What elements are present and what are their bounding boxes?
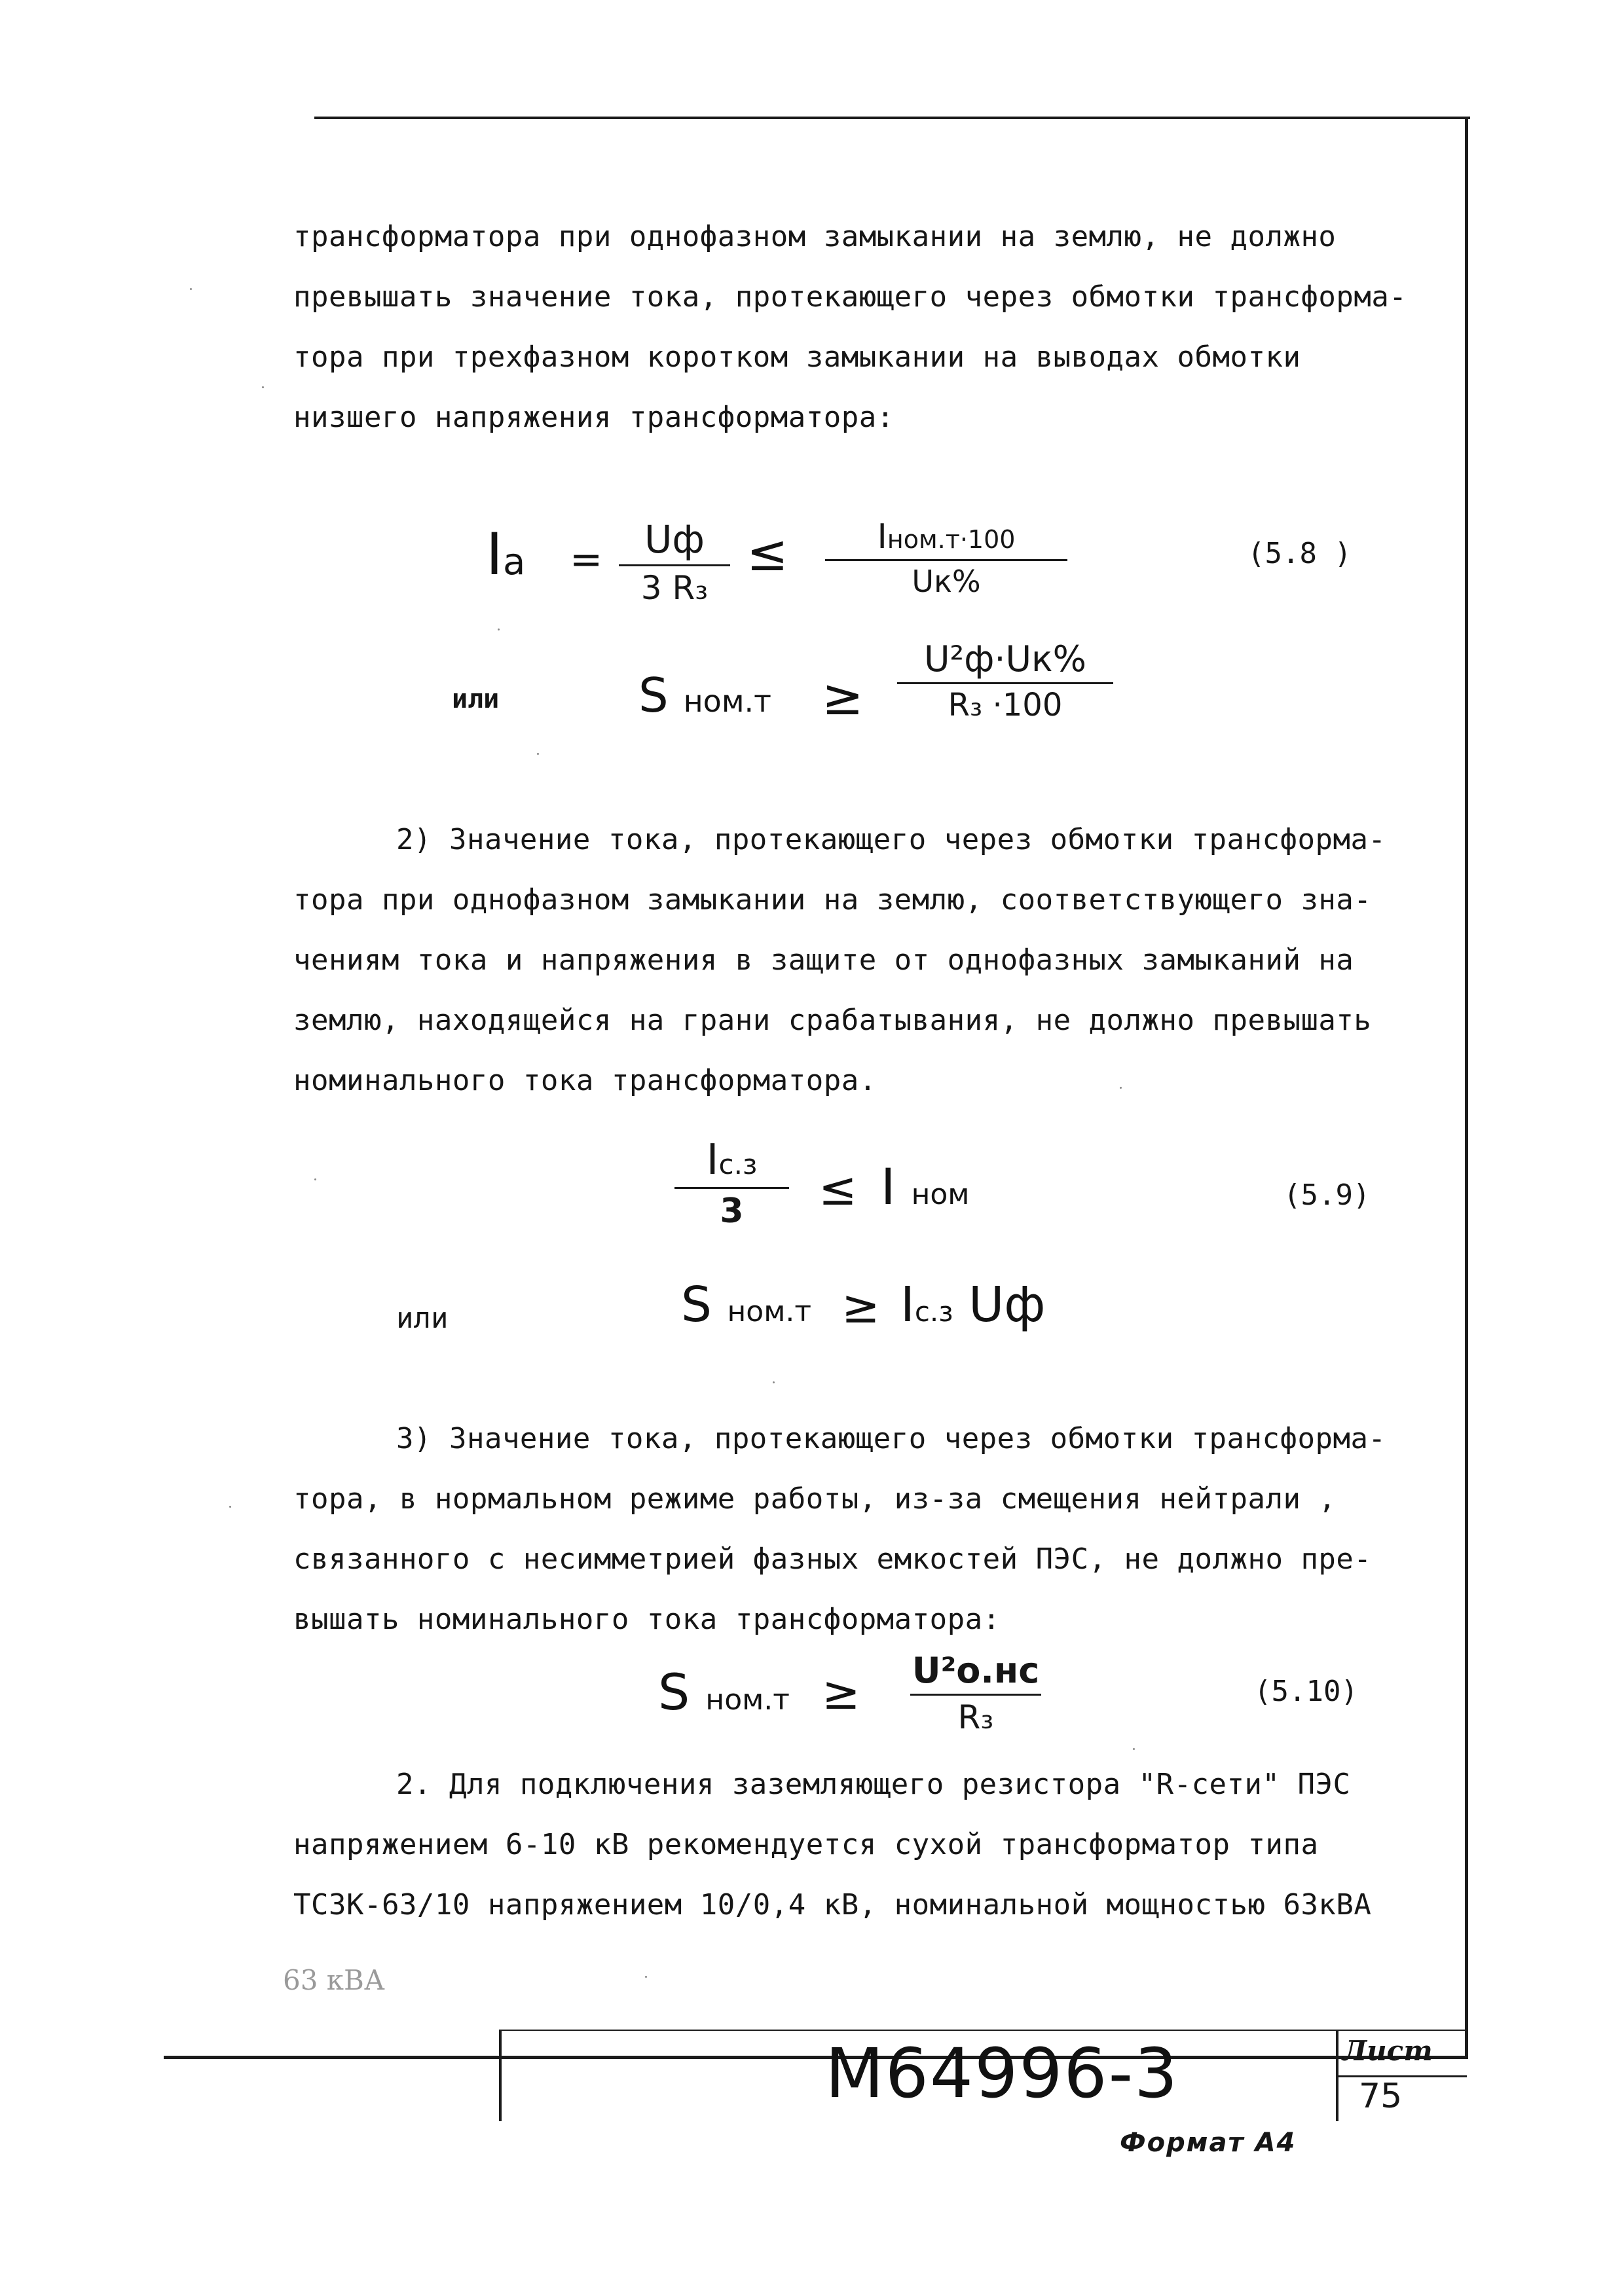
text-line: тора при трехфазном коротком замыкании на выводах обмотки xyxy=(293,340,1301,374)
text-line: тора, в нормальном режиме работы, из-за смещения нейтрали , xyxy=(293,1482,1337,1516)
faint-text: 63 кВА xyxy=(283,1964,385,1996)
equation-number-5-9: (5.9) xyxy=(1283,1178,1371,1212)
sheet-number: 75 xyxy=(1359,2077,1403,2116)
document-code: М64996-3 xyxy=(825,2033,1179,2113)
text-line: превышать значение тока, протекающего через обмотки трансформа- xyxy=(293,280,1407,314)
formula-5-10-fraction: U²о.нс R₃ xyxy=(910,1650,1041,1736)
formula-5-8b-greater-equal: ≥ xyxy=(822,668,864,726)
text-line: трансформатора при однофазном замыкании на землю, не должно xyxy=(293,220,1337,253)
scan-speck xyxy=(1120,1087,1122,1089)
text-line: вышать номинального тока трансформатора: xyxy=(293,1603,1001,1636)
scan-speck xyxy=(229,1506,231,1508)
formula-5-8-equals: = xyxy=(570,537,603,583)
formula-5-8b-lhs: S ном.т xyxy=(638,668,771,723)
scan-speck xyxy=(262,386,264,388)
scan-speck xyxy=(498,629,500,630)
scan-speck xyxy=(537,753,539,755)
scan-speck xyxy=(1133,1748,1135,1750)
formula-5-8-less-equal: ≤ xyxy=(747,524,788,582)
format-label: Формат А4 xyxy=(1120,2128,1297,2158)
text-line: номинального тока трансформатора. xyxy=(293,1064,877,1097)
formula-5-9b-lhs: S ном.т xyxy=(681,1277,812,1333)
formula-5-8-fraction-2: Iном.т·100 Uк% xyxy=(825,517,1067,599)
text-line: напряжением 6-10 кВ рекомендуется сухой трансформатор типа xyxy=(293,1828,1319,1861)
text-line: связанного с несимметрией фазных емкостей ПЭС, не должно пре- xyxy=(293,1542,1372,1576)
title-block-left-line xyxy=(499,2030,502,2121)
equation-number-5-10: (5.10) xyxy=(1254,1675,1358,1708)
formula-5-9-rhs: I ном xyxy=(881,1157,970,1216)
scan-speck xyxy=(645,1976,647,1978)
text-line: чениям тока и напряжения в защите от однофазных замыканий на xyxy=(293,943,1354,977)
text-line: землю, находящейся на грани срабатывания, не должно превышать xyxy=(293,1004,1372,1037)
text-line: низшего напряжения трансформатора: xyxy=(293,401,895,434)
formula-5-9-less-equal: ≤ xyxy=(819,1162,857,1216)
formula-5-8-lhs: Ia xyxy=(486,520,526,588)
scan-speck xyxy=(773,1381,775,1383)
sheet-label: Лист xyxy=(1342,2035,1433,2067)
formula-5-8b-fraction: U²ф·Uк% R₃ ·100 xyxy=(897,638,1113,723)
formula-5-9b-rhs: Iс.з Uф xyxy=(900,1277,1046,1333)
frame-bottom-line xyxy=(164,2056,1468,2059)
text-line: 3) Значение тока, протекающего через обмотки трансформа- xyxy=(396,1422,1386,1455)
scan-speck xyxy=(190,288,192,290)
text-line: 2. Для подключения заземляющего резистора "R-сети" ПЭС xyxy=(396,1768,1351,1801)
or-word: или xyxy=(396,1302,449,1335)
formula-5-10-lhs: S ном.т xyxy=(658,1663,790,1721)
formula-5-9b-greater-equal: ≥ xyxy=(841,1280,880,1334)
formula-5-10-greater-equal: ≥ xyxy=(822,1666,860,1720)
text-line: ТСЗК-63/10 напряжением 10/0,4 кВ, номинальной мощностью 63кВА xyxy=(293,1888,1372,1922)
frame-right-line xyxy=(1465,119,1468,2057)
formula-5-9-fraction: Iс.з 3 xyxy=(674,1136,789,1231)
or-word: или xyxy=(452,684,500,714)
text-line: тора при однофазном замыкании на землю, соответствующего зна- xyxy=(293,883,1372,917)
formula-5-8-fraction-1: Uф 3 R₃ xyxy=(619,517,730,607)
title-block-top-line xyxy=(499,2030,1467,2031)
frame-top-line xyxy=(314,117,1470,119)
equation-number-5-8: (5.8 ) xyxy=(1247,537,1352,570)
scan-speck xyxy=(314,1178,316,1180)
text-line: 2) Значение тока, протекающего через обмотки трансформа- xyxy=(396,823,1386,856)
